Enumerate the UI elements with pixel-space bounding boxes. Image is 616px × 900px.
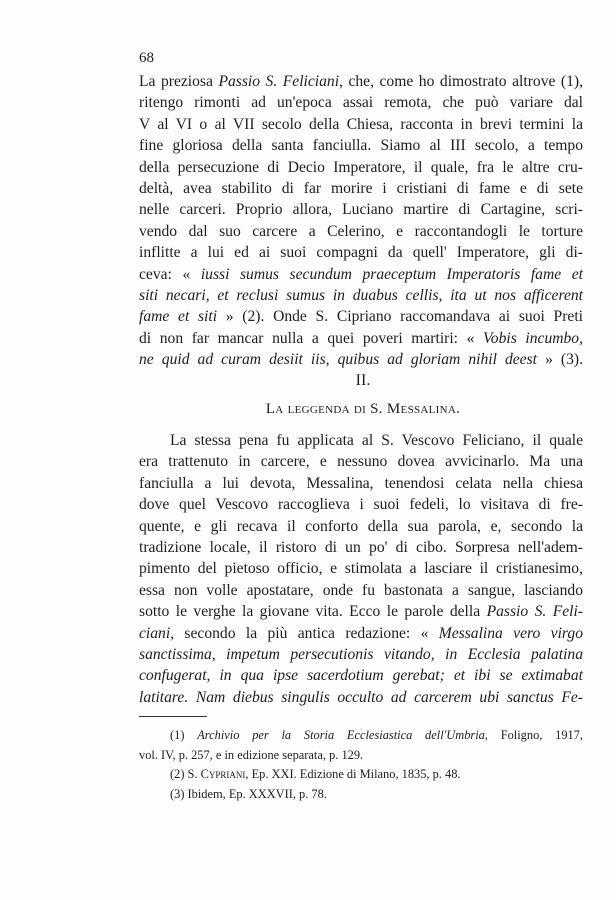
footnote-line	[170, 728, 583, 743]
italic-text: Archivio per la Storia Ecclesiastica dell'Umbria	[197, 728, 485, 742]
text-run: fanciulla a lui devota, Messalina, tenendosi celata nella chiesa	[139, 474, 583, 492]
text-line	[139, 116, 583, 134]
text-run: sotto le verghe la giovane vita. Ecco le parole della	[139, 603, 487, 621]
text-line	[139, 625, 583, 643]
text-line	[139, 137, 583, 155]
text-run: pimento del pietoso officio, e stimolata a lasciare il cristianesimo,	[139, 560, 583, 578]
text-line	[139, 159, 583, 177]
text-line	[139, 94, 583, 112]
text-line	[139, 646, 583, 664]
text-line	[139, 475, 583, 493]
section-number: II.	[355, 372, 371, 389]
text-line	[139, 496, 583, 514]
text-run: inflitte a lui ed ai suoi compagni da quell' Imperatore, gli di-	[139, 244, 583, 262]
text-run: » (2). Onde S. Cipriano raccomandava ai suoi Preti	[217, 308, 583, 326]
text-line	[139, 518, 583, 536]
text-run: vendo dal suo carcere a Celerino, e raccontandogli le torture	[139, 222, 583, 240]
text-line	[139, 223, 583, 241]
text-run: ceva: «	[139, 265, 201, 283]
text-line	[139, 582, 583, 600]
section-title: La leggenda di S. Messalina.	[265, 401, 461, 417]
small-caps-text: Cypriani	[200, 767, 246, 781]
italic-text: latitare. Nam diebus singulis occulto ad carcerem ubi sanctus Fe-	[139, 688, 583, 706]
text-line	[139, 201, 583, 219]
text-run: della persecuzione di Decio Imperatore, il quale, fra le altre cru-	[139, 158, 583, 176]
text-run: ritengo rimonti ad un'epoca assai remota, che può variare dal	[139, 94, 583, 112]
page-number: 68	[139, 50, 154, 66]
text-line	[139, 266, 583, 284]
text-line	[139, 453, 583, 471]
text-line	[139, 539, 583, 557]
italic-text: ciani	[139, 624, 171, 642]
text-run: » (3).	[537, 351, 583, 369]
italic-text: Vobis incumbo,	[483, 329, 584, 347]
text-run: era trattenuto in carcere, e nessuno dovea avvicinarlo. Ma una	[139, 453, 583, 471]
footnote-divider	[139, 716, 207, 717]
text-line	[139, 560, 583, 578]
text-run: dove quel Vescovo raccoglieva i suoi fedeli, lo visitava di fre-	[139, 496, 583, 514]
text-run: deltà, avea stabilito di far morire i cristiani di fame e di sete	[139, 180, 583, 197]
italic-text: Passio S. Feliciani	[218, 73, 340, 90]
text-run: (1)	[170, 728, 198, 742]
italic-text: confugerat, in qua ipse sacerdotium gerebat; et ibi se extimabat	[139, 667, 583, 685]
text-run: essa non volle apostatare, onde fu bastonata a sangue, lasciando	[139, 581, 583, 599]
text-line	[139, 287, 583, 305]
text-run: (3) Ibidem, Ep. XXXVII, p. 78.	[170, 786, 327, 801]
text-run: La stessa pena fu applicata al S. Vescovo Feliciano, il quale	[170, 432, 583, 449]
footnote-line	[170, 787, 583, 802]
text-line	[139, 330, 583, 348]
text-run: tradizione locale, il ristoro di un po' di cibo. Sorpresa nell'adem-	[139, 539, 583, 556]
italic-text: Passio S. Feli-	[486, 603, 583, 621]
italic-text: siti necari, et reclusi sumus in duabus cellis, ita ut nos afficerent	[139, 287, 583, 304]
text-run: V al VI o al VII secolo della Chiesa, racconta in brevi termini la	[139, 115, 583, 133]
text-run: quente, e gli recava il conforto della sua parola, e, secondo la	[139, 517, 583, 535]
text-run: , Foligno, 1917,	[484, 728, 584, 742]
text-run: di non far mancar nulla a quei poveri martiri: «	[139, 329, 484, 347]
text-line	[139, 244, 583, 262]
text-line	[139, 73, 583, 91]
text-run: (2) S.	[170, 767, 201, 781]
text-run: nelle carceri. Proprio allora, Luciano martire di Cartagine, scri-	[139, 201, 583, 219]
text-run: , secondo la più antica redazione: «	[170, 624, 439, 642]
text-run: fine gloriosa della santa fanciulla. Siamo al III secolo, a tempo	[139, 137, 583, 155]
text-run: , che, come ho dimostrato altrove (1),	[339, 73, 584, 90]
italic-text: sanctissima, impetum persecutionis vitando, in Ecclesia palatina	[139, 646, 583, 663]
text-line	[139, 667, 583, 685]
text-line	[139, 351, 583, 369]
text-line	[139, 603, 583, 621]
italic-text: fame et siti	[139, 308, 218, 326]
text-line	[139, 689, 583, 707]
italic-text: Messalina vero virgo	[438, 624, 583, 642]
footnote-line	[139, 748, 583, 763]
italic-text: iussi sumus secundum praeceptum Imperatoris fame et	[200, 265, 583, 283]
text-line	[139, 308, 583, 326]
italic-text: ne quid ad curam desiit iis, quibus ad gloriam nihil deest	[139, 351, 538, 369]
footnote-line	[170, 767, 583, 782]
text-run: , Ep. XXI. Edizione di Milano, 1835, p. 48.	[245, 767, 461, 781]
text-line	[139, 180, 583, 198]
text-run: La preziosa	[139, 73, 219, 90]
text-run: vol. IV, p. 257, e in edizione separata, p. 129.	[139, 747, 364, 762]
text-line	[170, 432, 583, 450]
